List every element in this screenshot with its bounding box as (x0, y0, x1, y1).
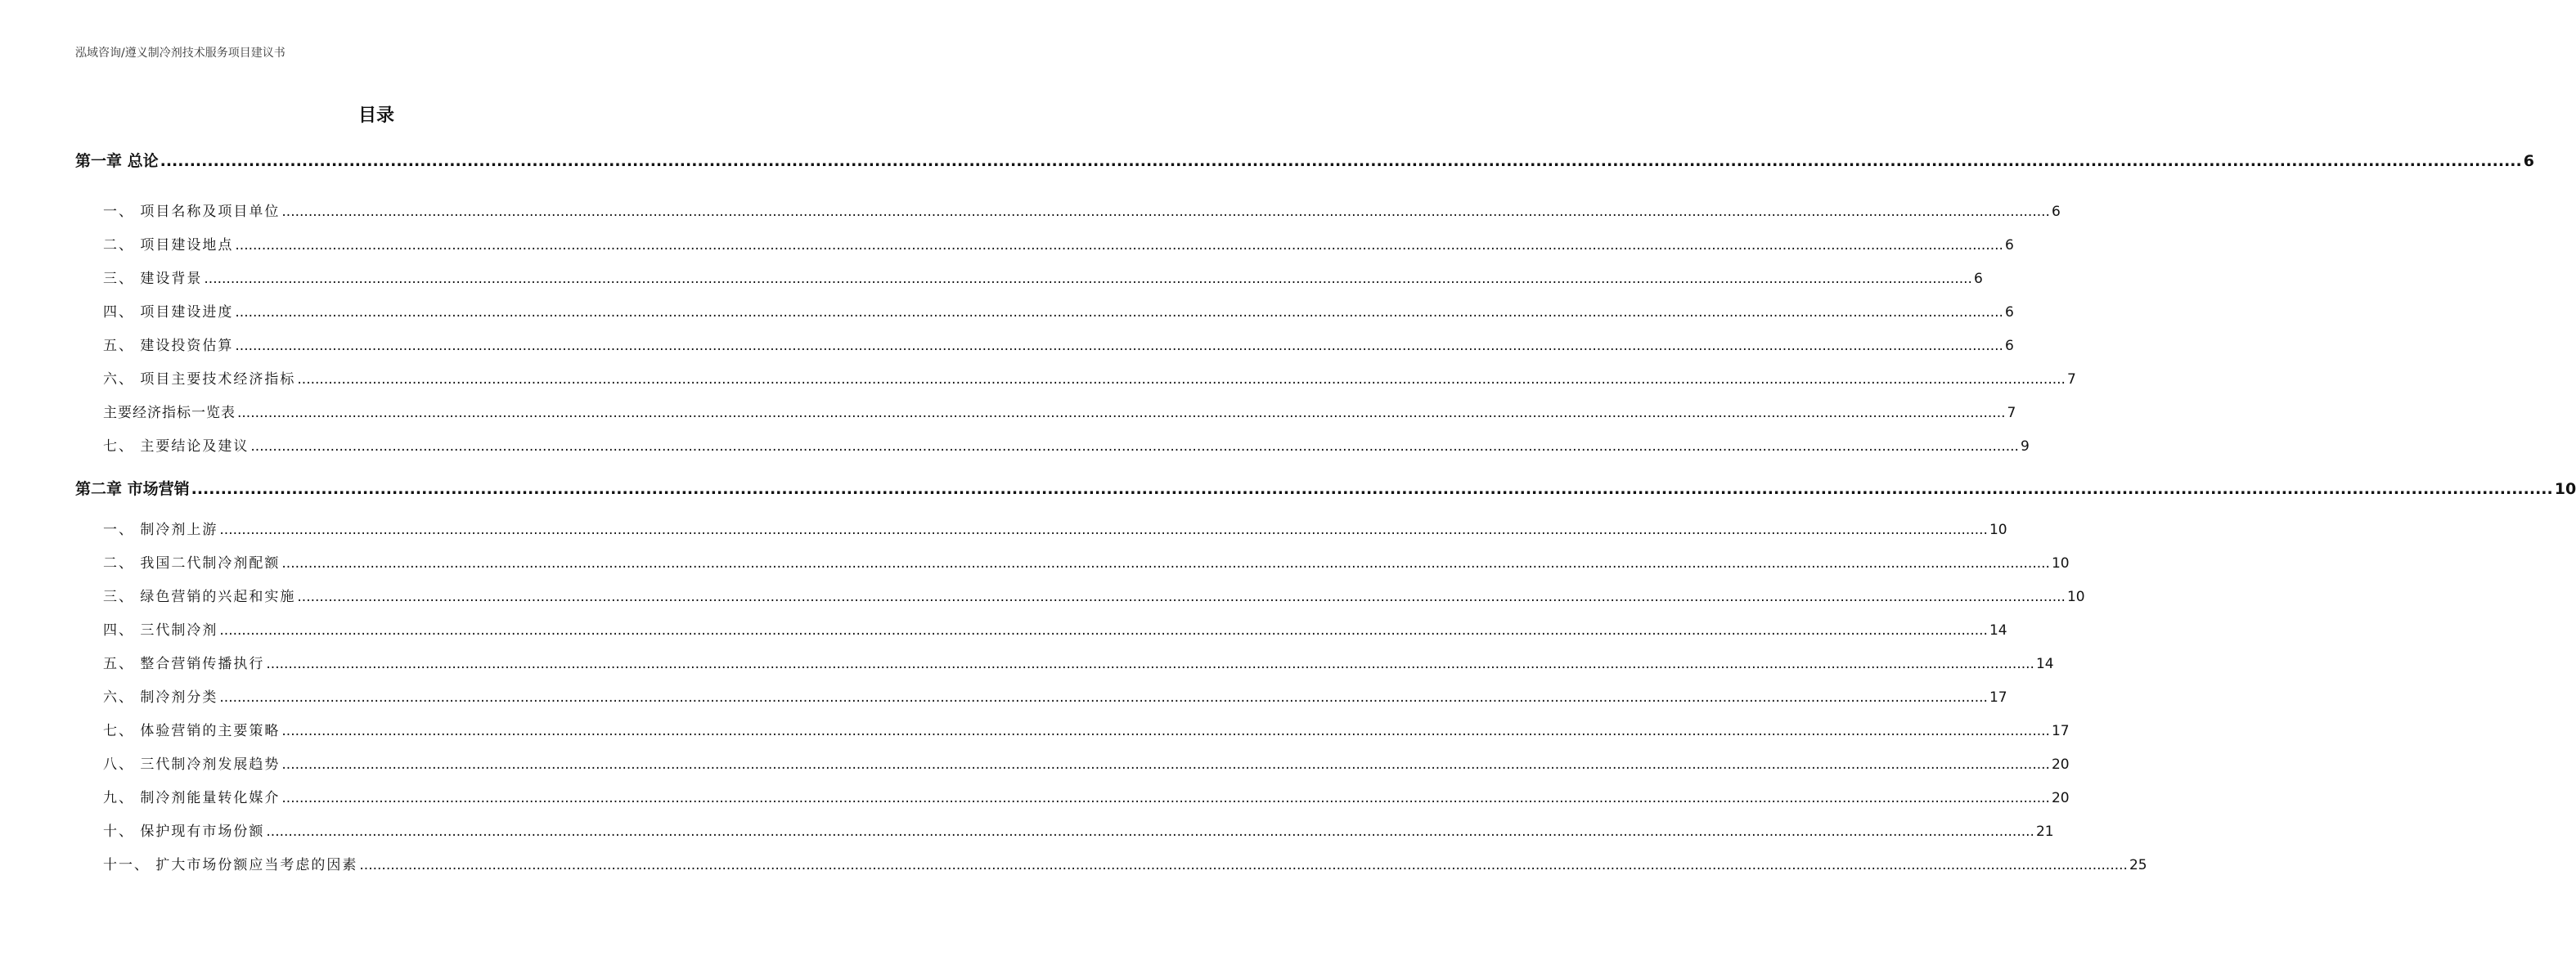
toc-leader-dots: ................................................................................................................................................................................................................................................................................................................................................................................................................ (235, 304, 2003, 321)
toc-leader-dots: ................................................................................................................................................................................................................................................................................................................................................................................................................ (281, 723, 2050, 739)
toc-section-entry[interactable] (103, 270, 1983, 288)
toc-page-number: 6 (2051, 204, 2061, 220)
toc-leader-dots: ................................................................................................................................................................................................................................................................................................................................................................................................................ (281, 790, 2050, 806)
toc-entry-label: 六、 项目主要技术经济指标 (103, 371, 296, 388)
toc-leader-dots: ................................................................................................................................................................................................................................................................................................................................................................................................................ (235, 338, 2003, 354)
toc-page-number: 25 (2129, 857, 2147, 873)
toc-page-number: 17 (2051, 723, 2070, 739)
toc-entry-label: 十、 保护现有市场份额 (103, 824, 265, 840)
toc-entry-label: 四、 三代制冷剂 (103, 622, 218, 639)
toc-section-entry[interactable] (103, 521, 2007, 539)
toc-section-entry[interactable] (103, 303, 2014, 321)
toc-section-entry[interactable] (103, 438, 2030, 456)
toc-entry-label: 三、 建设背景 (103, 271, 203, 287)
toc-entry-label: 一、 制冷剂上游 (103, 522, 218, 538)
toc-section-entry[interactable] (103, 789, 2070, 807)
toc-leader-dots: ................................................................................................................................................................................................................................................................................................................................................................................................................ (250, 438, 2019, 455)
toc-section-entry[interactable] (103, 689, 2007, 707)
toc-title: 目录 (357, 105, 394, 126)
toc-section-entry[interactable] (103, 588, 2085, 606)
toc-leader-dots: ................................................................................................................................................................................................................................................................................................................................................................................................................ (219, 622, 1988, 639)
toc-entry-label: 第一章 总论 (75, 152, 159, 170)
toc-page-number: 10 (2051, 555, 2070, 572)
toc-page-number: 20 (2051, 790, 2070, 806)
toc-entry-label: 主要经济指标一览表 (103, 405, 236, 421)
toc-entry-label: 十一、 扩大市场份额应当考虑的因素 (103, 857, 358, 873)
toc-page-number: 17 (1989, 689, 2007, 706)
toc-entry-label: 三、 绿色营销的兴起和实施 (103, 589, 296, 605)
toc-entry-label: 一、 项目名称及项目单位 (103, 204, 281, 220)
toc-page-number: 14 (1989, 622, 2007, 639)
toc-leader-dots: ................................................................................................................................................................................................................................................................................................................................................................................................................ (281, 204, 2050, 220)
toc-entry-label: 五、 建设投资估算 (103, 338, 234, 354)
toc-leader-dots: ................................................................................................................................................................................................................................................................................................................................................................................................................ (297, 589, 2066, 605)
toc-page-number: 6 (1973, 271, 1983, 287)
toc-leader-dots: ................................................................................................................................................................................................................................................................................................................................................................................................................ (235, 237, 2003, 254)
toc-leader-dots: ................................................................................................................................................................................................................................................................................................................................................................................................................ (219, 522, 1988, 538)
toc-section-entry[interactable] (103, 823, 2054, 841)
toc-section-entry[interactable] (103, 856, 2147, 874)
toc-entry-label: 五、 整合营销传播执行 (103, 656, 265, 672)
toc-leader-dots: ................................................................................................................................................................................................................................................................................................................................................................................................................ (204, 271, 1972, 287)
toc-leader-dots: ................................................................................................................................................................................................................................................................................................................................................................................................................ (281, 756, 2050, 773)
toc-section-entry[interactable] (103, 236, 2014, 254)
toc-section-entry[interactable] (103, 622, 2007, 640)
toc-page-number: 6 (2004, 338, 2014, 354)
toc-section-entry[interactable] (103, 655, 2054, 673)
toc-leader-dots: ................................................................................................................................................................................................................................................................................................................................................................................................................ (191, 480, 2553, 498)
toc-leader-dots: ................................................................................................................................................................................................................................................................................................................................................................................................................ (297, 371, 2066, 388)
toc-entry-label: 第二章 市场营销 (75, 480, 190, 498)
toc-page-number: 7 (2066, 371, 2076, 388)
toc-entry-label: 六、 制冷剂分类 (103, 689, 218, 706)
toc-leader-dots: ................................................................................................................................................................................................................................................................................................................................................................................................................ (160, 152, 2522, 170)
toc-page-number: 10 (1989, 522, 2007, 538)
toc-section-entry[interactable] (103, 722, 2070, 740)
toc-entry-label: 二、 项目建设地点 (103, 237, 234, 254)
page-header: 泓域咨询/遵义制冷剂技术服务项目建议书 (75, 47, 285, 60)
toc-section-entry[interactable] (103, 203, 2061, 221)
toc-page-number: 9 (2020, 438, 2030, 455)
toc-leader-dots: ................................................................................................................................................................................................................................................................................................................................................................................................................ (237, 405, 2006, 421)
toc-chapter-entry[interactable] (75, 480, 2576, 498)
toc-leader-dots: ................................................................................................................................................................................................................................................................................................................................................................................................................ (266, 824, 2034, 840)
toc-section-entry[interactable] (103, 554, 2070, 572)
toc-page-number: 6 (2004, 237, 2014, 254)
toc-entry-label: 二、 我国二代制冷剂配额 (103, 555, 281, 572)
toc-page-number: 21 (2035, 824, 2054, 840)
toc-page-number: 6 (2523, 152, 2534, 170)
toc-leader-dots: ................................................................................................................................................................................................................................................................................................................................................................................................................ (359, 857, 2128, 873)
toc-leader-dots: ................................................................................................................................................................................................................................................................................................................................................................................................................ (281, 555, 2050, 572)
toc-page-number: 7 (2007, 405, 2016, 421)
toc-entry-label: 四、 项目建设进度 (103, 304, 234, 321)
toc-page-number: 10 (2554, 480, 2576, 498)
toc-leader-dots: ................................................................................................................................................................................................................................................................................................................................................................................................................ (266, 656, 2034, 672)
toc-entry-label: 七、 主要结论及建议 (103, 438, 250, 455)
toc-page-number: 6 (2004, 304, 2014, 321)
toc-entry-label: 八、 三代制冷剂发展趋势 (103, 756, 281, 773)
toc-page-number: 10 (2066, 589, 2085, 605)
toc-entry-label: 九、 制冷剂能量转化媒介 (103, 790, 281, 806)
toc-page-number: 14 (2035, 656, 2054, 672)
toc-section-entry[interactable] (103, 337, 2014, 355)
toc-chapter-entry[interactable] (75, 152, 2534, 170)
toc-leader-dots: ................................................................................................................................................................................................................................................................................................................................................................................................................ (219, 689, 1988, 706)
toc-entry-label: 七、 体验营销的主要策略 (103, 723, 281, 739)
toc-section-entry[interactable] (103, 370, 2076, 388)
toc-section-entry[interactable] (103, 756, 2070, 774)
toc-page-number: 20 (2051, 756, 2070, 773)
toc-section-entry[interactable] (103, 404, 2016, 422)
